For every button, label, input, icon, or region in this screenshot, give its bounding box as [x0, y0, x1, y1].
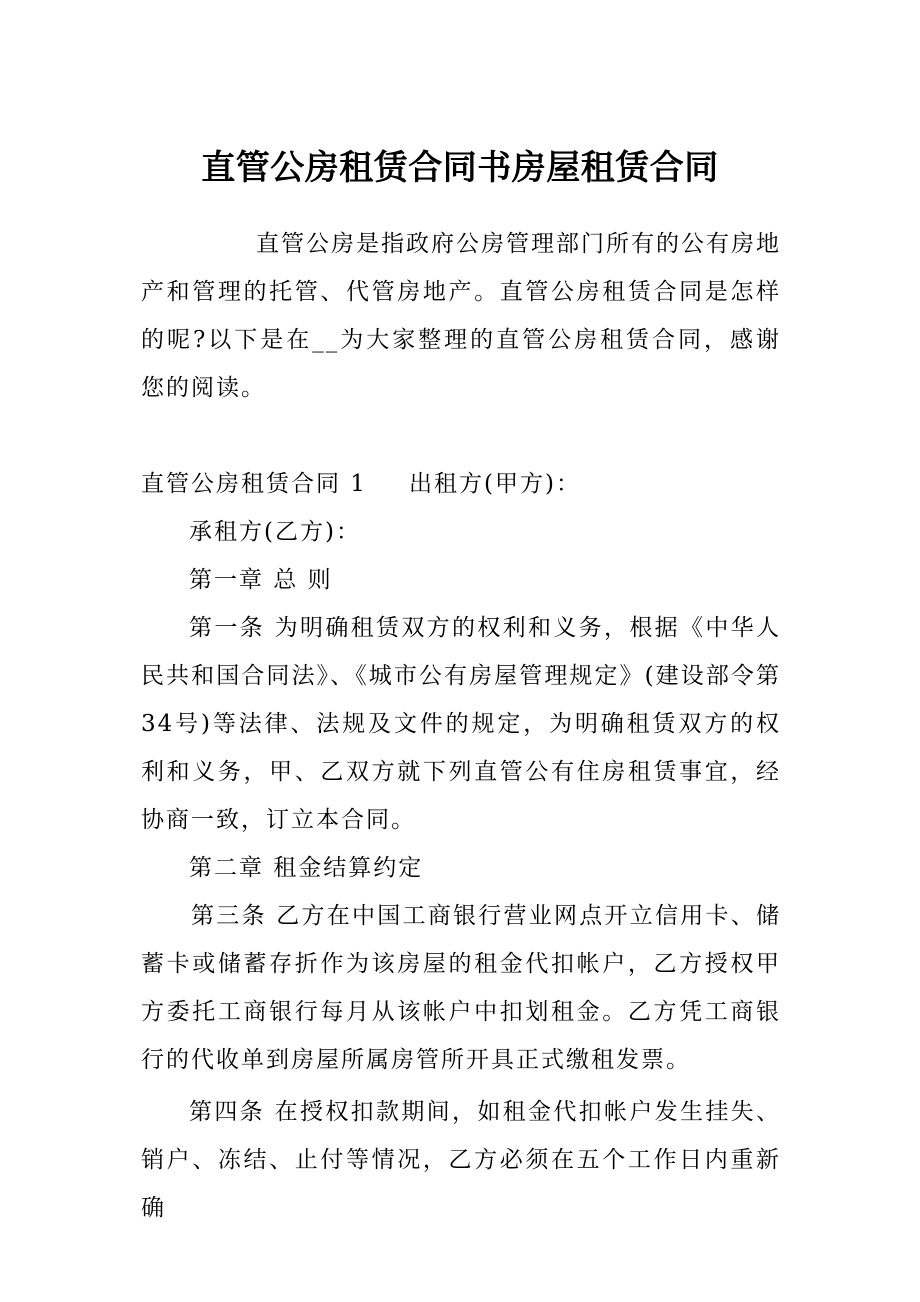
- contract-label: 直管公房租赁合同 1: [141, 471, 367, 497]
- paragraph-gap: [141, 412, 781, 460]
- chapter-2-heading: 第二章 租金结算约定: [189, 855, 424, 881]
- chapter-1-heading: 第一章 总 则: [189, 567, 333, 593]
- document-body: [141, 220, 781, 1232]
- document-title: 直管公房租赁合同书房屋租赁合同: [201, 148, 719, 188]
- intro-paragraph: 直管公房是指政府公房管理部门所有的公有房地产和管理的托管、代管房地产。直管公房租赁合同是怎样的呢?以下是在__为大家整理的直管公房租赁合同，感谢您的阅读。: [141, 231, 781, 401]
- lessor-label: 出租方(甲方)：: [409, 471, 581, 497]
- article-3-paragraph: 第三条 乙方在中国工商银行营业网点开立信用卡、储蓄卡或储蓄存折作为该房屋的租金代扣帐户，乙方授权甲方委托工商银行每月从该帐户中扣划租金。乙方凭工商银行的代收单到房屋所属房管所开具正式缴租发票。: [141, 903, 781, 1073]
- contract-heading: [141, 460, 781, 508]
- lessee-label: 承租方(乙方)：: [189, 519, 361, 545]
- article-4-paragraph: 第四条 在授权扣款期间，如租金代扣帐户发生挂失、销户、冻结、止付等情况，乙方必须在五个工作日内重新确: [141, 1099, 781, 1221]
- article-1-paragraph: 第一条 为明确租赁双方的权利和义务，根据《中华人民共和国合同法》、《城市公有房屋管理规定》(建设部令第34号)等法律、法规及文件的规定，为明确租赁双方的权利和义务，甲、乙双方就下列直管公有住房租赁事宜，经协商一致，订立本合同。: [141, 615, 781, 833]
